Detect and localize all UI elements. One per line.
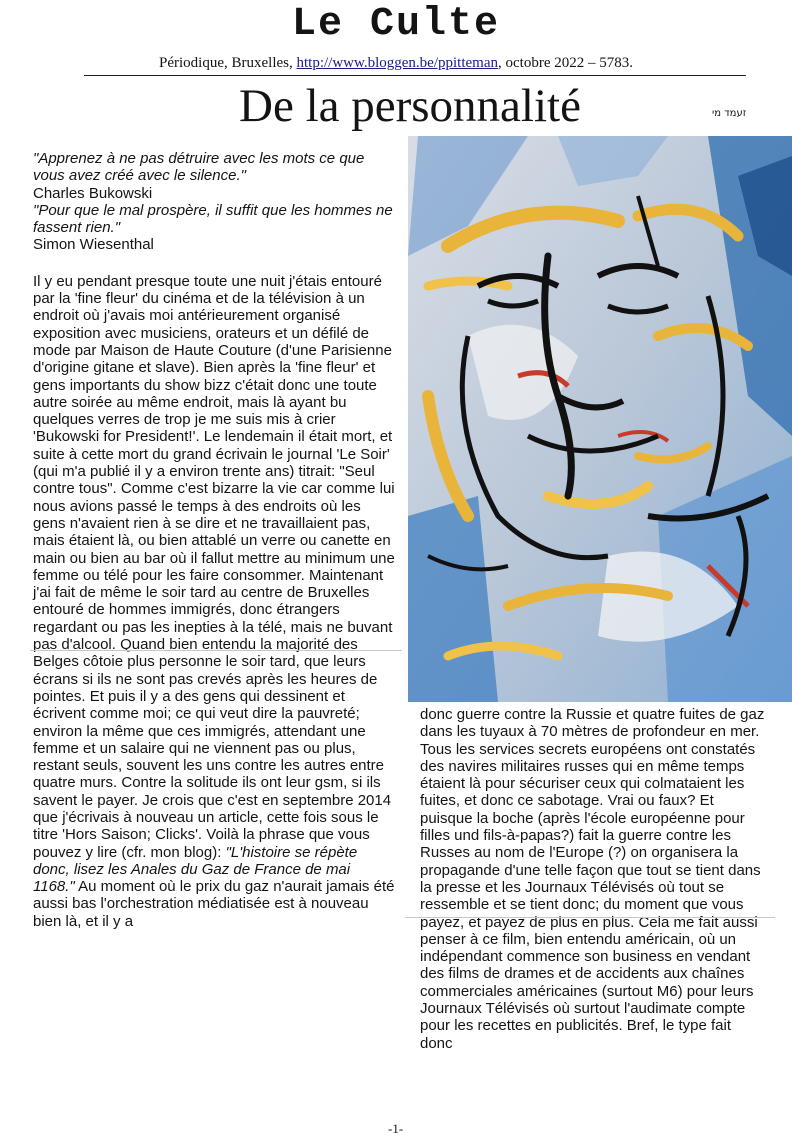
quote-wiesenthal: "Pour que le mal prospère, il suffit que les hommes ne fassent rien." xyxy=(33,201,393,237)
page-number: -1- xyxy=(388,1121,404,1136)
body-left-text: Il y eu pendant presque toute une nuit j'étais entouré par la 'fine fleur' du cinéma et de la télévision à un endroit où j'avais moi antérieurement organisé exposition avec musiciens, orateurs et un défilé de mode par Maison de Haute Couture (d'une Parisienne d'origine gitane et slave). Bien après la 'fine fleur' et gens importants du show bizz c'était donc une toute autre soirée au même endroit, mais là ayant bu quelques verres de trop je me suis mis à crier 'Bukowski for President!'. Le lendemain il était mort, et suite à cette mort du grand écrivain le journal 'Le Soir' (qui m'a publié il y a environ trente ans) titrait: "Seul contre tous". Comme c'est bizarre la vie car comme lui nous avions passé le temps à des endroits où les gens n'avaient rien à se dire et ne travaillaient pas, mais étaient là, ou bien attablé un verre ou canette en main ou bien au bar où il fallut mettre au minimum une femme ou télé pour les faire consommer. Maintenant j'ai fait de même le soir tard au centre de Bruxelles entouré de hommes immigrés, donc étrangers regardant ou pas les inepties à la télé, mais ne buvant pas d'alcool. Quand bien entendu la majorité des Belges côtoie plus personne le soir tard, que leurs écrans si ils ne sont pas crevés après les heures de pointes. Et puis il y a des gens qui dessinent et écrivent comme moi; ce qui veut dire la pauvreté; environ la même que ces immigrés, attendant une femme et un salaire qui ne viennent pas ou plus, restant seuls, souvent les uns contre les autres entre quatre murs. Contre la solitude ils ont leur gsm, si ils savent le payer. Je crois que c'est en septembre 2014 que j'écrivais à nouveau un article, cette fois sous le titre 'Hors Saison; Clicks'. Voilà la phrase que vous pouvez y lire (cfr. mon blog): xyxy=(33,272,395,861)
scan-artifact-line xyxy=(405,917,775,918)
scan-artifact-line xyxy=(30,650,402,651)
article-body-left xyxy=(33,273,395,930)
expressionist-face-painting xyxy=(408,136,792,702)
masthead-rule xyxy=(84,75,746,76)
author-wiesenthal: Simon Wiesenthal xyxy=(33,236,154,254)
body-left-end: Au moment où le prix du gaz n'aurait jamais été aussi bas l'orchestration médiatisée est à nouveau bien là, et il y a xyxy=(33,878,395,930)
subline-prefix: Périodique, Bruxelles, xyxy=(159,55,297,71)
hebrew-tag: זעמד מי xyxy=(712,108,747,119)
masthead-subline xyxy=(0,54,792,72)
blog-link[interactable]: http://www.bloggen.be/ppitteman xyxy=(296,55,498,71)
article-headline: De la personnalité xyxy=(239,80,581,132)
masthead-title: Le Culte xyxy=(291,2,501,47)
author-bukowski: Charles Bukowski xyxy=(33,184,153,202)
left-column xyxy=(33,150,395,930)
article-body-right: donc guerre contre la Russie et quatre fuites de gaz dans les tuyaux à 70 mètres de profondeur en mer. Tous les services secrets européens ont constatés des navires militaires russes qui en même temps étaient là pour sécuriser ceux qui colmataient les fuites, et donc ce sabotage. Vrai ou faux? Et puisque la boche (après l'école européenne pour filles und fils-à-papas?) fait la guerre contre les Russes au nom de l'Europe (?) on organisera la propagande d'une telle façon que tout se tient dans la presse et les Journaux Télévisés où tout se ressemble et se tient donc; du moment que vous payez, et payez de plus en plus. Cela me fait aussi penser à ce film, bien entendu américain, où un indépendant commence son business en vendant des films de drames et de accidents aux chaînes commerciales américaines (surtout M6) pour leurs Journaux Télévisés où surtout l'audimate compte pour les recettes en publicités. Bref, le type fait donc xyxy=(420,706,765,1052)
painting-svg xyxy=(408,136,792,702)
right-column xyxy=(420,706,765,1052)
body-left-italic-quote: "L'histoire se répète donc, lisez les Anales du Gaz de France de mai 1168." xyxy=(33,843,358,896)
quote-bukowski: "Apprenez à ne pas détruire avec les mots ce que vous avez créé avec le silence." xyxy=(33,150,365,185)
subline-suffix: , octobre 2022 – 5783. xyxy=(498,55,633,71)
